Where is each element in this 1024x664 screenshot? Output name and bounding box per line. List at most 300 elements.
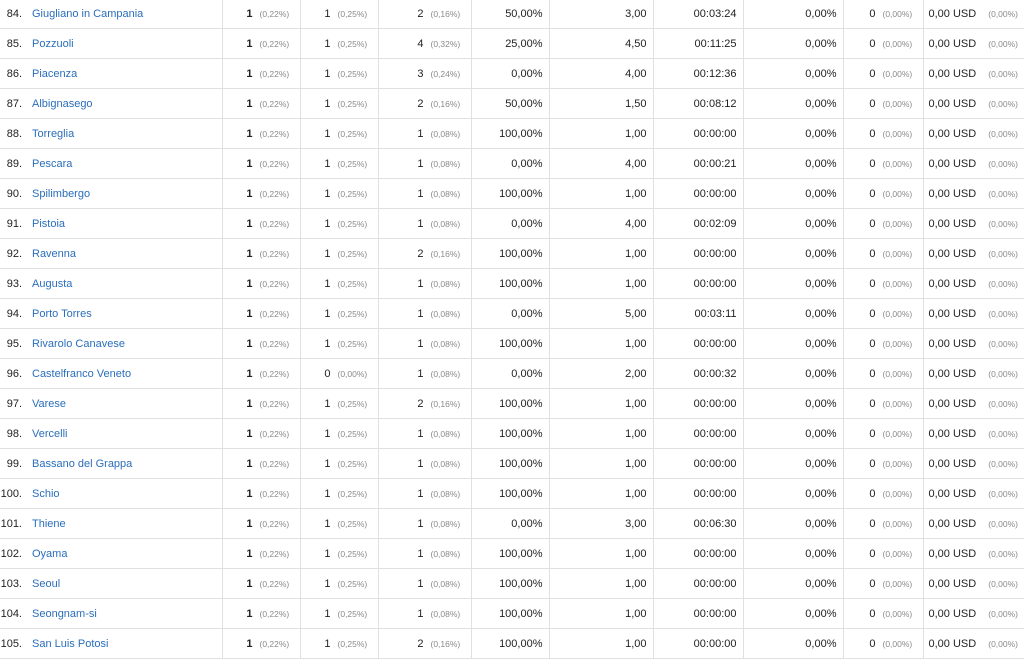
- users-cell: [222, 89, 300, 119]
- transactions-percent: (0,00%): [882, 278, 913, 289]
- city-link[interactable]: Porto Torres: [32, 307, 92, 320]
- revenue-cell: [923, 119, 1024, 149]
- new-users-value: 1: [324, 37, 331, 50]
- sessions-percent: (0,08%): [430, 608, 461, 619]
- transactions-value: 0: [869, 517, 876, 530]
- city-cell: [0, 29, 222, 59]
- new-users-value: 1: [324, 547, 331, 560]
- new-users-cell: [300, 209, 378, 239]
- revenue-value: 0,00 USD: [928, 487, 977, 500]
- bounce-rate-cell: 100,00%: [471, 239, 549, 269]
- city-cell: [0, 449, 222, 479]
- users-value: 1: [246, 277, 253, 290]
- city-cell: [0, 629, 222, 659]
- city-link[interactable]: Bassano del Grappa: [32, 457, 133, 470]
- new-users-cell: [300, 449, 378, 479]
- sessions-cell: [378, 569, 471, 599]
- table-row: [0, 119, 1024, 149]
- city-link[interactable]: Vercelli: [32, 427, 68, 440]
- bounce-rate-cell: 50,00%: [471, 89, 549, 119]
- pages-per-session-cell: 5,00: [549, 299, 653, 329]
- transactions-value: 0: [869, 127, 876, 140]
- users-value: 1: [246, 7, 253, 20]
- sessions-percent: (0,08%): [430, 548, 461, 559]
- revenue-value: 0,00 USD: [928, 577, 977, 590]
- transactions-cell: [843, 539, 923, 569]
- city-cell: [0, 239, 222, 269]
- transactions-value: 0: [869, 247, 876, 260]
- table-row: [0, 539, 1024, 569]
- new-users-value: 1: [324, 187, 331, 200]
- table-row: [0, 299, 1024, 329]
- avg-session-duration-cell: 00:00:00: [653, 629, 743, 659]
- transactions-cell: [843, 479, 923, 509]
- transactions-cell: [843, 29, 923, 59]
- users-value: 1: [246, 577, 253, 590]
- avg-session-duration-cell: 00:00:00: [653, 539, 743, 569]
- city-link[interactable]: Giugliano in Campania: [32, 7, 144, 20]
- sessions-value: 1: [417, 517, 424, 530]
- bounce-rate-cell: 0,00%: [471, 359, 549, 389]
- users-cell: [222, 539, 300, 569]
- new-users-percent: (0,25%): [337, 158, 368, 169]
- conversion-rate-cell: 0,00%: [743, 479, 843, 509]
- sessions-cell: [378, 419, 471, 449]
- sessions-value: 1: [417, 127, 424, 140]
- conversion-rate-cell: 0,00%: [743, 389, 843, 419]
- users-percent: (0,22%): [259, 488, 290, 499]
- users-cell: [222, 299, 300, 329]
- revenue-cell: [923, 449, 1024, 479]
- bounce-rate-cell: 100,00%: [471, 569, 549, 599]
- revenue-cell: [923, 389, 1024, 419]
- city-link[interactable]: Varese: [32, 397, 67, 410]
- new-users-percent: (0,25%): [337, 308, 368, 319]
- row-index: 95.: [6, 337, 22, 350]
- new-users-cell: [300, 509, 378, 539]
- table-row: [0, 629, 1024, 659]
- sessions-percent: (0,16%): [430, 248, 461, 259]
- new-users-value: 1: [324, 577, 331, 590]
- sessions-percent: (0,08%): [430, 278, 461, 289]
- row-index: 84.: [6, 7, 22, 20]
- city-cell: [0, 0, 222, 29]
- transactions-cell: [843, 179, 923, 209]
- transactions-percent: (0,00%): [882, 488, 913, 499]
- bounce-rate-cell: 0,00%: [471, 209, 549, 239]
- pages-per-session-cell: 1,00: [549, 119, 653, 149]
- sessions-percent: (0,16%): [430, 638, 461, 649]
- revenue-value: 0,00 USD: [928, 337, 977, 350]
- city-cell: [0, 419, 222, 449]
- city-link[interactable]: Albignasego: [32, 97, 93, 110]
- city-link[interactable]: Oyama: [32, 547, 68, 560]
- sessions-value: 1: [417, 487, 424, 500]
- sessions-cell: [378, 209, 471, 239]
- city-link[interactable]: Rivarolo Canavese: [32, 337, 125, 350]
- sessions-value: 3: [417, 67, 424, 80]
- sessions-cell: [378, 59, 471, 89]
- new-users-percent: (0,25%): [337, 608, 368, 619]
- revenue-percent: (0,00%): [988, 578, 1018, 589]
- pages-per-session-cell: 4,50: [549, 29, 653, 59]
- avg-session-duration-cell: 00:12:36: [653, 59, 743, 89]
- sessions-value: 1: [417, 307, 424, 320]
- transactions-percent: (0,00%): [882, 308, 913, 319]
- transactions-value: 0: [869, 487, 876, 500]
- revenue-cell: [923, 539, 1024, 569]
- conversion-rate-cell: 0,00%: [743, 269, 843, 299]
- conversion-rate-cell: 0,00%: [743, 599, 843, 629]
- transactions-cell: [843, 149, 923, 179]
- transactions-percent: (0,00%): [882, 8, 913, 19]
- revenue-value: 0,00 USD: [928, 367, 977, 380]
- revenue-percent: (0,00%): [988, 458, 1018, 469]
- new-users-cell: [300, 599, 378, 629]
- transactions-cell: [843, 509, 923, 539]
- sessions-value: 1: [417, 277, 424, 290]
- row-index: 93.: [6, 277, 22, 290]
- sessions-value: 1: [417, 547, 424, 560]
- revenue-cell: [923, 179, 1024, 209]
- users-cell: [222, 449, 300, 479]
- transactions-percent: (0,00%): [882, 368, 913, 379]
- city-cell: [0, 269, 222, 299]
- sessions-value: 4: [417, 37, 424, 50]
- users-value: 1: [246, 427, 253, 440]
- new-users-percent: (0,25%): [337, 248, 368, 259]
- transactions-percent: (0,00%): [882, 518, 913, 529]
- users-percent: (0,22%): [259, 8, 290, 19]
- conversion-rate-cell: 0,00%: [743, 149, 843, 179]
- transactions-percent: (0,00%): [882, 338, 913, 349]
- users-percent: (0,22%): [259, 368, 290, 379]
- row-index: 99.: [6, 457, 22, 470]
- sessions-value: 1: [417, 217, 424, 230]
- new-users-percent: (0,00%): [337, 368, 368, 379]
- transactions-percent: (0,00%): [882, 248, 913, 259]
- new-users-cell: [300, 479, 378, 509]
- revenue-percent: (0,00%): [988, 368, 1018, 379]
- revenue-percent: (0,00%): [988, 8, 1018, 19]
- pages-per-session-cell: 1,00: [549, 239, 653, 269]
- transactions-value: 0: [869, 37, 876, 50]
- pages-per-session-cell: 4,00: [549, 59, 653, 89]
- users-cell: [222, 119, 300, 149]
- sessions-cell: [378, 29, 471, 59]
- city-link[interactable]: Pistoia: [32, 217, 66, 230]
- revenue-percent: (0,00%): [988, 218, 1018, 229]
- users-cell: [222, 149, 300, 179]
- sessions-percent: (0,08%): [430, 218, 461, 229]
- new-users-value: 1: [324, 427, 331, 440]
- city-link[interactable]: Torreglia: [32, 127, 75, 140]
- pages-per-session-cell: 1,00: [549, 179, 653, 209]
- city-cell: [0, 539, 222, 569]
- sessions-value: 1: [417, 187, 424, 200]
- transactions-cell: [843, 449, 923, 479]
- city-link[interactable]: Schio: [32, 487, 60, 500]
- revenue-value: 0,00 USD: [928, 457, 977, 470]
- row-index: 100.: [0, 487, 22, 500]
- city-cell: [0, 329, 222, 359]
- pages-per-session-cell: 1,00: [549, 479, 653, 509]
- bounce-rate-cell: 100,00%: [471, 629, 549, 659]
- new-users-value: 1: [324, 157, 331, 170]
- sessions-cell: [378, 479, 471, 509]
- conversion-rate-cell: 0,00%: [743, 0, 843, 29]
- sessions-cell: [378, 89, 471, 119]
- users-value: 1: [246, 67, 253, 80]
- pages-per-session-cell: 1,00: [549, 419, 653, 449]
- users-cell: [222, 599, 300, 629]
- sessions-value: 2: [417, 97, 424, 110]
- bounce-rate-cell: 25,00%: [471, 29, 549, 59]
- transactions-percent: (0,00%): [882, 458, 913, 469]
- revenue-percent: (0,00%): [988, 158, 1018, 169]
- conversion-rate-cell: 0,00%: [743, 629, 843, 659]
- transactions-cell: [843, 209, 923, 239]
- transactions-cell: [843, 0, 923, 29]
- revenue-cell: [923, 329, 1024, 359]
- new-users-value: 1: [324, 217, 331, 230]
- sessions-percent: (0,08%): [430, 428, 461, 439]
- users-percent: (0,22%): [259, 608, 290, 619]
- users-percent: (0,22%): [259, 128, 290, 139]
- users-value: 1: [246, 457, 253, 470]
- city-link[interactable]: Seoul: [32, 577, 61, 590]
- sessions-percent: (0,08%): [430, 578, 461, 589]
- conversion-rate-cell: 0,00%: [743, 299, 843, 329]
- bounce-rate-cell: 100,00%: [471, 479, 549, 509]
- transactions-value: 0: [869, 7, 876, 20]
- row-index: 87.: [6, 97, 22, 110]
- pages-per-session-cell: 1,00: [549, 599, 653, 629]
- revenue-percent: (0,00%): [988, 308, 1018, 319]
- users-cell: [222, 29, 300, 59]
- transactions-percent: (0,00%): [882, 218, 913, 229]
- bounce-rate-cell: 0,00%: [471, 59, 549, 89]
- city-cell: [0, 299, 222, 329]
- row-index: 102.: [0, 547, 22, 560]
- new-users-cell: [300, 569, 378, 599]
- pages-per-session-cell: 4,00: [549, 209, 653, 239]
- sessions-cell: [378, 359, 471, 389]
- sessions-cell: [378, 149, 471, 179]
- bounce-rate-cell: 100,00%: [471, 269, 549, 299]
- city-link[interactable]: Pozzuoli: [32, 37, 74, 50]
- pages-per-session-cell: 1,00: [549, 629, 653, 659]
- revenue-value: 0,00 USD: [928, 187, 977, 200]
- transactions-percent: (0,00%): [882, 128, 913, 139]
- avg-session-duration-cell: 00:03:11: [653, 299, 743, 329]
- table-row: [0, 149, 1024, 179]
- revenue-cell: [923, 479, 1024, 509]
- users-cell: [222, 389, 300, 419]
- sessions-cell: [378, 629, 471, 659]
- users-value: 1: [246, 607, 253, 620]
- pages-per-session-cell: 4,00: [549, 149, 653, 179]
- new-users-value: 1: [324, 97, 331, 110]
- users-value: 1: [246, 487, 253, 500]
- transactions-value: 0: [869, 397, 876, 410]
- users-percent: (0,22%): [259, 518, 290, 529]
- conversion-rate-cell: 0,00%: [743, 209, 843, 239]
- conversion-rate-cell: 0,00%: [743, 329, 843, 359]
- users-cell: [222, 569, 300, 599]
- revenue-cell: [923, 0, 1024, 29]
- table-row: [0, 449, 1024, 479]
- transactions-value: 0: [869, 67, 876, 80]
- revenue-value: 0,00 USD: [928, 637, 977, 650]
- sessions-value: 1: [417, 157, 424, 170]
- transactions-percent: (0,00%): [882, 428, 913, 439]
- city-link[interactable]: San Luis Potosi: [32, 637, 109, 650]
- pages-per-session-cell: 1,50: [549, 89, 653, 119]
- city-link[interactable]: Piacenza: [32, 67, 78, 80]
- avg-session-duration-cell: 00:00:21: [653, 149, 743, 179]
- new-users-percent: (0,25%): [337, 458, 368, 469]
- bounce-rate-cell: 100,00%: [471, 179, 549, 209]
- pages-per-session-cell: 1,00: [549, 269, 653, 299]
- sessions-value: 1: [417, 577, 424, 590]
- revenue-cell: [923, 59, 1024, 89]
- row-index: 97.: [6, 397, 22, 410]
- transactions-percent: (0,00%): [882, 98, 913, 109]
- avg-session-duration-cell: 00:00:00: [653, 449, 743, 479]
- avg-session-duration-cell: 00:00:00: [653, 419, 743, 449]
- transactions-cell: [843, 119, 923, 149]
- table-row: [0, 569, 1024, 599]
- new-users-value: 1: [324, 397, 331, 410]
- bounce-rate-cell: 100,00%: [471, 599, 549, 629]
- transactions-percent: (0,00%): [882, 548, 913, 559]
- city-link[interactable]: Seongnam-si: [32, 607, 97, 620]
- transactions-percent: (0,00%): [882, 608, 913, 619]
- avg-session-duration-cell: 00:00:32: [653, 359, 743, 389]
- pages-per-session-cell: 1,00: [549, 539, 653, 569]
- table-row: [0, 359, 1024, 389]
- revenue-cell: [923, 149, 1024, 179]
- new-users-cell: [300, 0, 378, 29]
- users-cell: [222, 179, 300, 209]
- conversion-rate-cell: 0,00%: [743, 239, 843, 269]
- users-percent: (0,22%): [259, 158, 290, 169]
- transactions-value: 0: [869, 457, 876, 470]
- new-users-value: 1: [324, 247, 331, 260]
- revenue-cell: [923, 629, 1024, 659]
- city-cell: [0, 389, 222, 419]
- conversion-rate-cell: 0,00%: [743, 539, 843, 569]
- transactions-value: 0: [869, 217, 876, 230]
- transactions-cell: [843, 599, 923, 629]
- revenue-cell: [923, 419, 1024, 449]
- users-cell: [222, 239, 300, 269]
- city-link[interactable]: Augusta: [32, 277, 73, 290]
- transactions-percent: (0,00%): [882, 398, 913, 409]
- users-percent: (0,22%): [259, 428, 290, 439]
- new-users-cell: [300, 419, 378, 449]
- city-link[interactable]: Pescara: [32, 157, 73, 170]
- avg-session-duration-cell: 00:08:12: [653, 89, 743, 119]
- bounce-rate-cell: 100,00%: [471, 539, 549, 569]
- revenue-value: 0,00 USD: [928, 517, 977, 530]
- sessions-percent: (0,08%): [430, 458, 461, 469]
- revenue-cell: [923, 299, 1024, 329]
- city-link[interactable]: Castelfranco Veneto: [32, 367, 132, 380]
- users-cell: [222, 629, 300, 659]
- users-value: 1: [246, 217, 253, 230]
- sessions-cell: [378, 269, 471, 299]
- table-row: [0, 209, 1024, 239]
- users-percent: (0,22%): [259, 248, 290, 259]
- revenue-percent: (0,00%): [988, 548, 1018, 559]
- users-value: 1: [246, 127, 253, 140]
- new-users-cell: [300, 299, 378, 329]
- new-users-percent: (0,25%): [337, 38, 368, 49]
- new-users-value: 1: [324, 457, 331, 470]
- table-row: [0, 509, 1024, 539]
- new-users-percent: (0,25%): [337, 218, 368, 229]
- transactions-cell: [843, 419, 923, 449]
- transactions-value: 0: [869, 427, 876, 440]
- new-users-percent: (0,25%): [337, 8, 368, 19]
- sessions-percent: (0,16%): [430, 98, 461, 109]
- conversion-rate-cell: 0,00%: [743, 29, 843, 59]
- sessions-percent: (0,08%): [430, 518, 461, 529]
- users-value: 1: [246, 247, 253, 260]
- sessions-percent: (0,16%): [430, 8, 461, 19]
- sessions-percent: (0,08%): [430, 308, 461, 319]
- conversion-rate-cell: 0,00%: [743, 179, 843, 209]
- revenue-percent: (0,00%): [988, 488, 1018, 499]
- new-users-value: 1: [324, 67, 331, 80]
- sessions-value: 2: [417, 397, 424, 410]
- new-users-value: 0: [324, 367, 331, 380]
- new-users-percent: (0,25%): [337, 488, 368, 499]
- conversion-rate-cell: 0,00%: [743, 419, 843, 449]
- transactions-percent: (0,00%): [882, 68, 913, 79]
- avg-session-duration-cell: 00:11:25: [653, 29, 743, 59]
- sessions-percent: (0,08%): [430, 188, 461, 199]
- transactions-cell: [843, 89, 923, 119]
- city-link[interactable]: Ravenna: [32, 247, 77, 260]
- city-link[interactable]: Spilimbergo: [32, 187, 91, 200]
- transactions-percent: (0,00%): [882, 578, 913, 589]
- users-percent: (0,22%): [259, 188, 290, 199]
- transactions-percent: (0,00%): [882, 38, 913, 49]
- revenue-cell: [923, 569, 1024, 599]
- city-link[interactable]: Thiene: [32, 517, 66, 530]
- new-users-cell: [300, 269, 378, 299]
- revenue-cell: [923, 599, 1024, 629]
- pages-per-session-cell: 1,00: [549, 449, 653, 479]
- revenue-cell: [923, 359, 1024, 389]
- city-cell: [0, 209, 222, 239]
- revenue-percent: (0,00%): [988, 608, 1018, 619]
- revenue-value: 0,00 USD: [928, 157, 977, 170]
- users-percent: (0,22%): [259, 578, 290, 589]
- new-users-value: 1: [324, 637, 331, 650]
- transactions-percent: (0,00%): [882, 638, 913, 649]
- transactions-cell: [843, 59, 923, 89]
- revenue-value: 0,00 USD: [928, 607, 977, 620]
- sessions-cell: [378, 389, 471, 419]
- new-users-percent: (0,25%): [337, 278, 368, 289]
- avg-session-duration-cell: 00:00:00: [653, 239, 743, 269]
- sessions-cell: [378, 329, 471, 359]
- revenue-percent: (0,00%): [988, 338, 1018, 349]
